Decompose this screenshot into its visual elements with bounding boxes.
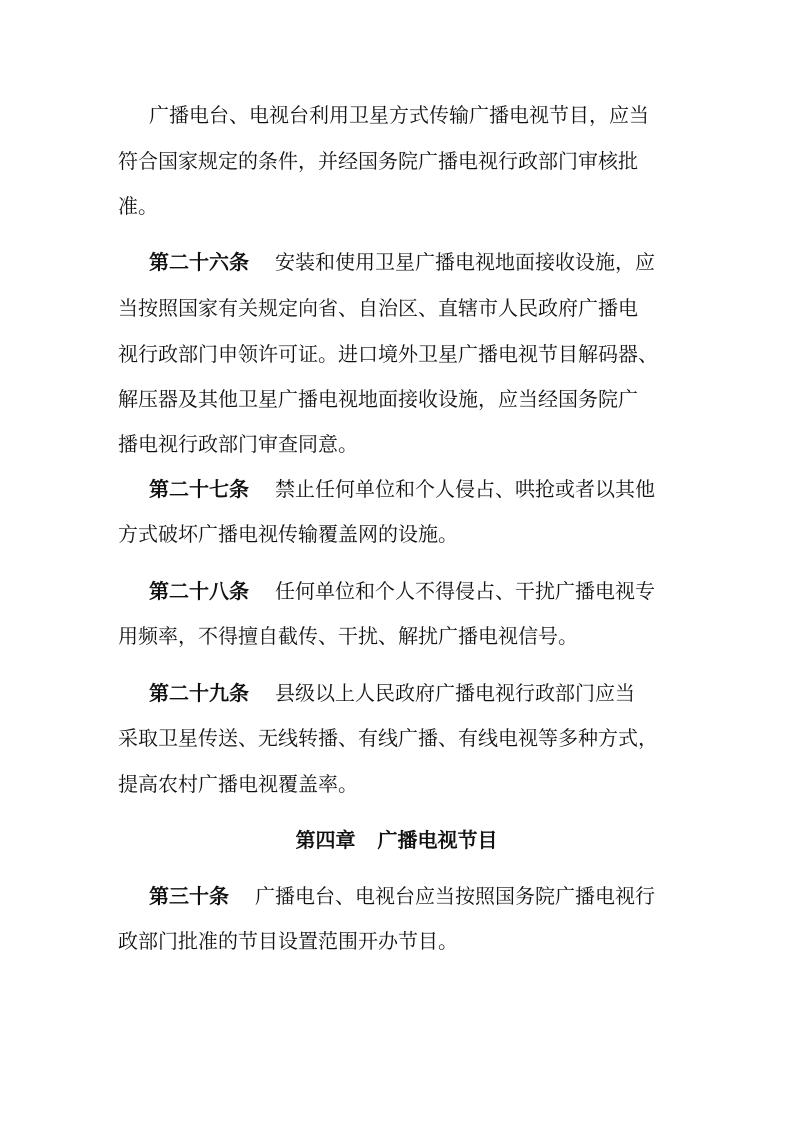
article-number: 第三十条 <box>149 884 229 908</box>
paragraph-line: 当按照国家有关规定向省、自治区、直辖市人民政府广播电 <box>118 296 638 320</box>
article-number: 第二十七条 <box>149 477 249 501</box>
article-27-first-line <box>149 476 655 502</box>
article-28-first-line <box>149 578 655 604</box>
chapter-heading <box>0 827 793 853</box>
article-number: 第二十九条 <box>149 681 249 705</box>
paragraph-line: 视行政部门申领许可证。进口境外卫星广播电视节目解码器、 <box>118 342 658 366</box>
chapter-title: 广播电视节目 <box>377 828 498 852</box>
paragraph-line: 广播电台、电视台利用卫星方式传输广播电视节目，应当 <box>149 103 649 127</box>
paragraph-line: 播电视行政部门审查同意。 <box>118 432 358 456</box>
article-29-first-line <box>149 680 635 706</box>
article-text: 县级以上人民政府广播电视行政部门应当 <box>275 681 635 705</box>
article-30-first-line <box>149 883 655 909</box>
paragraph-line: 采取卫星传送、无线转播、有线广播、有线电视等多种方式， <box>118 726 658 750</box>
chapter-number: 第四章 <box>295 828 356 852</box>
paragraph-line: 用频率，不得擅自截传、干扰、解扰广播电视信号。 <box>118 624 578 648</box>
article-text: 广播电台、电视台应当按照国务院广播电视行 <box>255 884 655 908</box>
article-number: 第二十八条 <box>149 579 249 603</box>
article-text: 安装和使用卫星广播电视地面接收设施，应 <box>275 250 655 274</box>
article-text: 任何单位和个人不得侵占、干扰广播电视专 <box>275 579 655 603</box>
paragraph-line: 解压器及其他卫星广播电视地面接收设施，应当经国务院广 <box>118 387 638 411</box>
paragraph-line: 政部门批准的节目设置范围开办节目。 <box>118 929 458 953</box>
article-number: 第二十六条 <box>149 250 249 274</box>
paragraph-line: 符合国家规定的条件，并经国务院广播电视行政部门审核批 <box>118 149 638 173</box>
article-text: 禁止任何单位和个人侵占、哄抢或者以其他 <box>275 477 655 501</box>
paragraph-line: 方式破坏广播电视传输覆盖网的设施。 <box>118 522 458 546</box>
paragraph-line: 准。 <box>118 194 158 218</box>
paragraph-line: 提高农村广播电视覆盖率。 <box>118 772 358 796</box>
article-26-first-line <box>149 249 655 275</box>
